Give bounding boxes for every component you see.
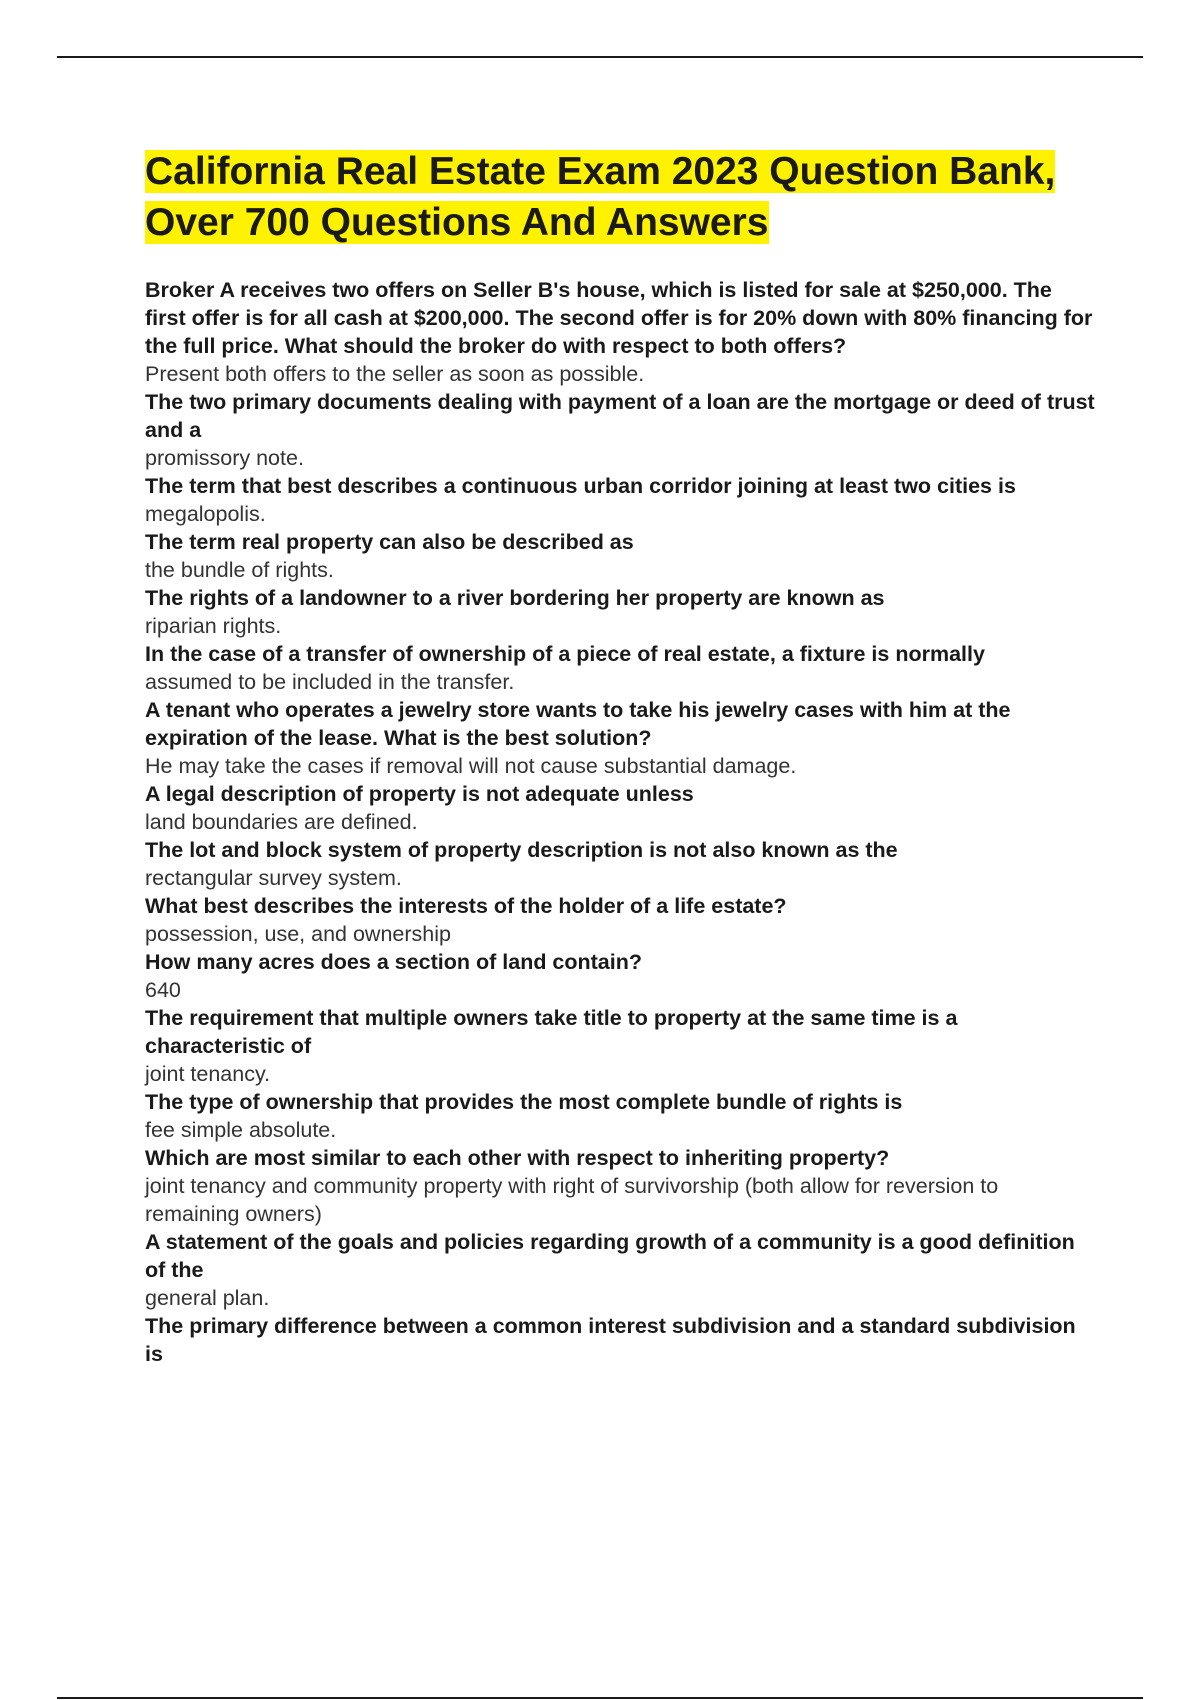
answer-text: joint tenancy and community property with right of survivorship (both allow for reversion to remaining owners) [145, 1174, 999, 1226]
answer-text: the bundle of rights. [145, 558, 334, 582]
answer-text: He may take the cases if removal will not cause substantial damage. [145, 754, 797, 778]
document-title [145, 146, 1095, 248]
qa-item [145, 1088, 1095, 1144]
bottom-rule [57, 1697, 1143, 1699]
question-text: The rights of a landowner to a river bordering her property are known as [145, 586, 885, 610]
question-text: In the case of a transfer of ownership of a piece of real estate, a fixture is normally [145, 642, 985, 666]
answer-text: 640 [145, 978, 181, 1002]
qa-item [145, 1312, 1095, 1368]
question-text: The requirement that multiple owners take title to property at the same time is a characteristic of [145, 1006, 958, 1058]
answer-text: joint tenancy. [145, 1062, 271, 1086]
qa-item [145, 948, 1095, 1004]
answer-text: Present both offers to the seller as soon as possible. [145, 362, 645, 386]
qa-item [145, 1144, 1095, 1228]
answer-text: promissory note. [145, 446, 304, 470]
qa-item [145, 388, 1095, 472]
answer-text: rectangular survey system. [145, 866, 402, 890]
answer-text: riparian rights. [145, 614, 282, 638]
question-text: The two primary documents dealing with payment of a loan are the mortgage or deed of trust and a [145, 390, 1095, 442]
qa-list [145, 276, 1095, 1368]
qa-item [145, 276, 1095, 388]
question-text: A statement of the goals and policies regarding growth of a community is a good definition of the [145, 1230, 1075, 1282]
answer-text: land boundaries are defined. [145, 810, 418, 834]
question-text: Broker A receives two offers on Seller B's house, which is listed for sale at $250,000. The first offer is for all cash at $200,000. The second offer is for 20% down with 80% financing for the full price. What should the broker do with respect to both offers? [145, 278, 1093, 358]
answer-text: fee simple absolute. [145, 1118, 337, 1142]
page-content [145, 146, 1095, 1368]
qa-item [145, 696, 1095, 780]
question-text: Which are most similar to each other with respect to inheriting property? [145, 1146, 890, 1170]
qa-item [145, 780, 1095, 836]
qa-item [145, 640, 1095, 696]
question-text: The primary difference between a common interest subdivision and a standard subdivision is [145, 1314, 1076, 1366]
qa-item [145, 584, 1095, 640]
question-text: A legal description of property is not adequate unless [145, 782, 694, 806]
qa-item [145, 836, 1095, 892]
answer-text: megalopolis. [145, 502, 266, 526]
document-title-text: California Real Estate Exam 2023 Question Bank, Over 700 Questions And Answers [145, 150, 1056, 244]
answer-text: possession, use, and ownership [145, 922, 451, 946]
qa-item [145, 472, 1095, 528]
question-text: How many acres does a section of land contain? [145, 950, 643, 974]
question-text: The type of ownership that provides the most complete bundle of rights is [145, 1090, 903, 1114]
question-text: A tenant who operates a jewelry store wants to take his jewelry cases with him at the expiration of the lease. What is the best solution? [145, 698, 1011, 750]
question-text: The term that best describes a continuous urban corridor joining at least two cities is [145, 474, 1016, 498]
qa-item [145, 528, 1095, 584]
question-text: The lot and block system of property description is not also known as the [145, 838, 898, 862]
question-text: The term real property can also be described as [145, 530, 634, 554]
top-rule [57, 56, 1143, 58]
answer-text: general plan. [145, 1286, 270, 1310]
qa-item [145, 1228, 1095, 1312]
qa-item [145, 1004, 1095, 1088]
qa-item [145, 892, 1095, 948]
question-text: What best describes the interests of the holder of a life estate? [145, 894, 787, 918]
answer-text: assumed to be included in the transfer. [145, 670, 515, 694]
